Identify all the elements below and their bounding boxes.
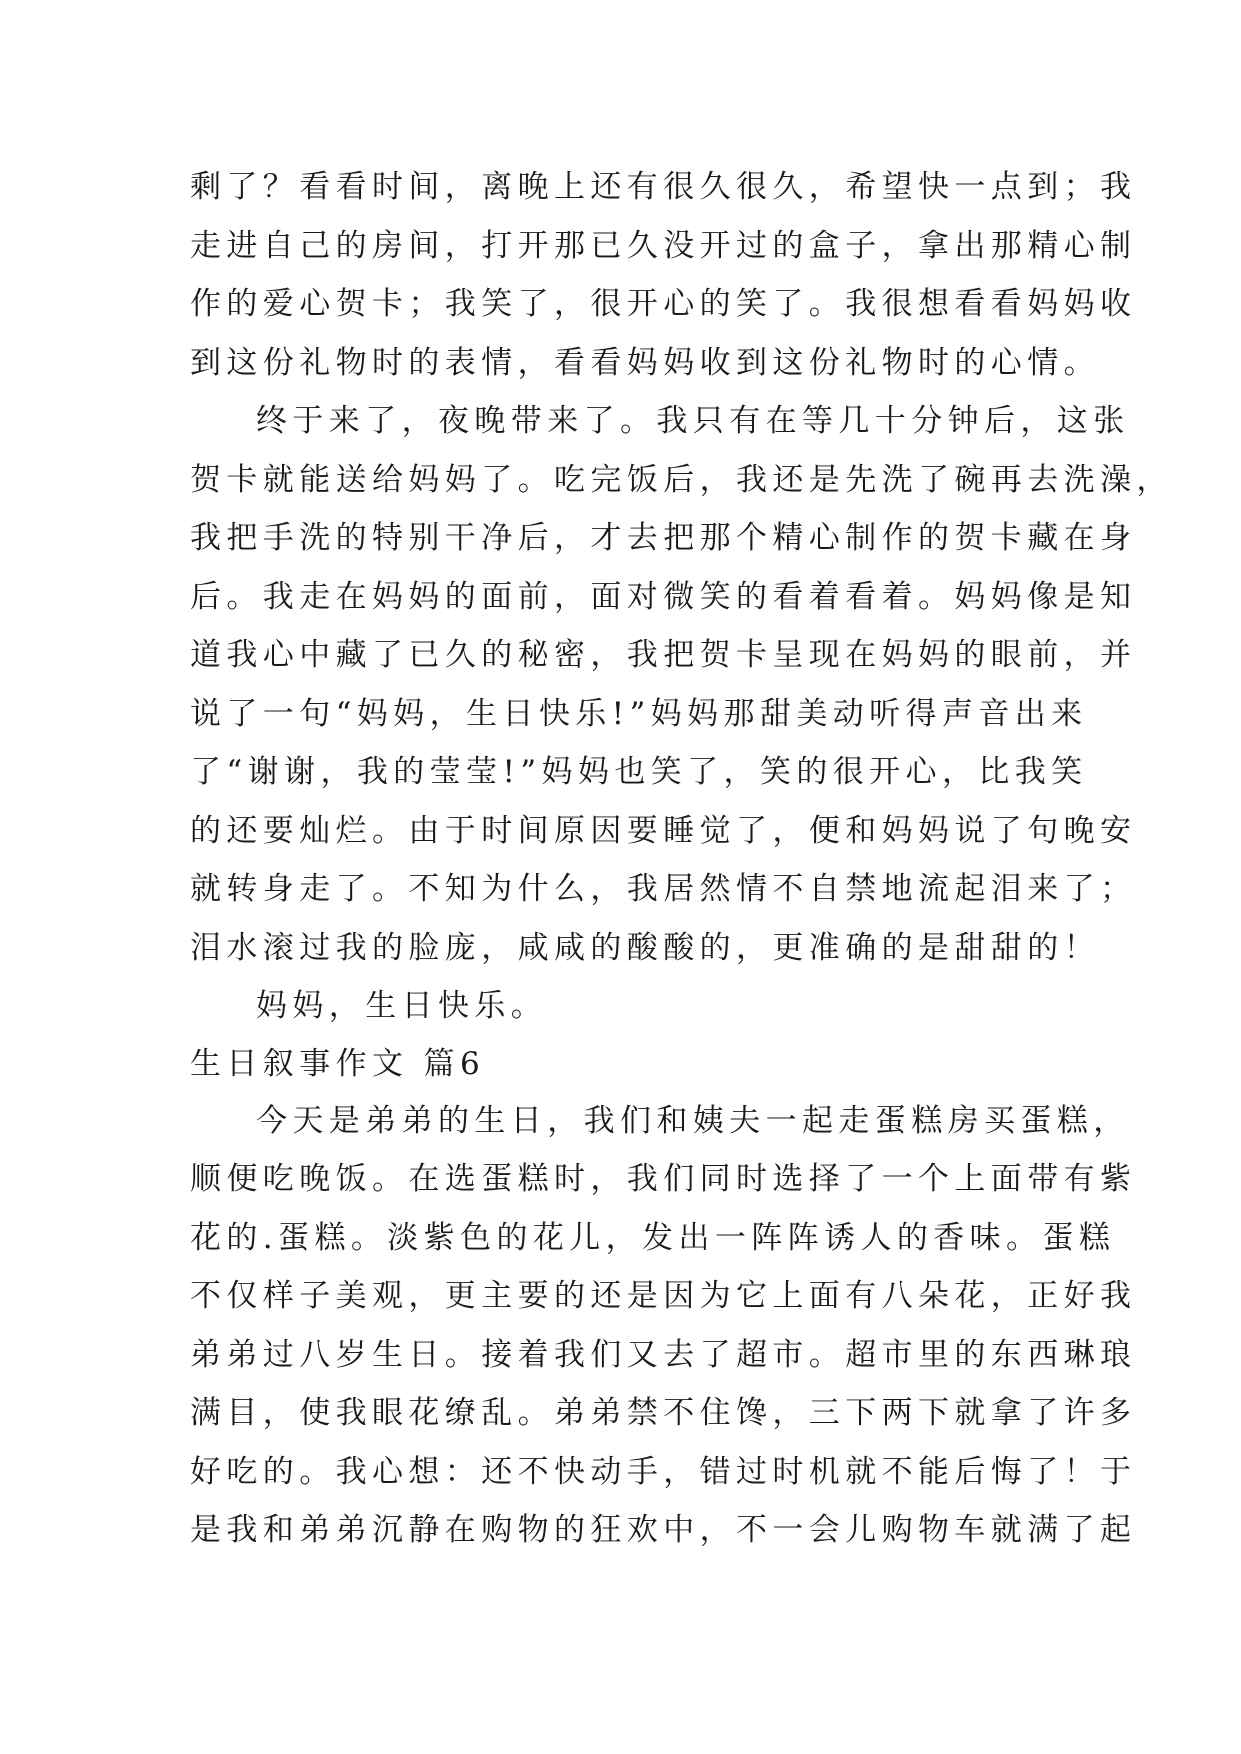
text-line: 剩了？看看时间，离晚上还有很久很久，希望快一点到；我 <box>190 169 1137 205</box>
paragraph-birthday-brother <box>190 1092 1137 1560</box>
text-line: 花的.蛋糕。淡紫色的花儿，发出一阵阵诱人的香味。蛋糕 <box>190 1219 1116 1256</box>
paragraph-closing <box>190 977 1070 1036</box>
text-line: 顺便吃晚饭。在选蛋糕时，我们同时选择了一个上面带有紫 <box>190 1161 1137 1197</box>
text-line: 妈妈，生日快乐。 <box>256 988 548 1024</box>
section-heading: 生日叙事作文 篇6 <box>190 1045 486 1082</box>
text-line: 了“谢谢，我的莹莹!”妈妈也笑了，笑的很开心，比我笑 <box>190 754 1088 790</box>
paragraph-continued <box>190 158 1137 392</box>
document-body <box>190 158 1173 1560</box>
text-line: 是我和弟弟沉静在购物的狂欢中，不一会儿购物车就满了起 <box>190 1512 1137 1548</box>
text-line: 好吃的。我心想：还不快动手，错过时机就不能后悔了！于 <box>190 1453 1137 1490</box>
text-line: 道我心中藏了已久的秘密，我把贺卡呈现在妈妈的眼前，并 <box>190 637 1137 673</box>
text-line: 到这份礼物时的表情，看看妈妈收到这份礼物时的心情。 <box>190 344 1100 381</box>
text-line: 今天是弟弟的生日，我们和姨夫一起走蛋糕房买蛋糕， <box>256 1102 1130 1139</box>
text-line: 的还要灿烂。由于时间原因要睡觉了，便和妈妈说了句晚安 <box>190 812 1137 849</box>
text-line: 弟弟过八岁生日。接着我们又去了超市。超市里的东西琳琅 <box>190 1336 1137 1373</box>
text-line: 我把手洗的特别干净后，才去把那个精心制作的贺卡藏在身 <box>190 520 1137 556</box>
text-line: 后。我走在妈妈的面前，面对微笑的看着看着。妈妈像是知 <box>190 578 1137 615</box>
text-line: 满目，使我眼花缭乱。弟弟禁不住馋，三下两下就拿了许多 <box>190 1395 1137 1431</box>
text-line: 作的爱心贺卡；我笑了，很开心的笑了。我很想看看妈妈收 <box>190 286 1137 322</box>
text-line: 终于来了，夜晚带来了。我只有在等几十分钟后，这张 <box>256 403 1130 439</box>
text-line: 不仅样子美观，更主要的还是因为它上面有八朵花，正好我 <box>190 1278 1137 1314</box>
text-line: 就转身走了。不知为什么，我居然情不自禁地流起泪来了； <box>190 871 1137 907</box>
text-line: 泪水滚过我的脸庞，咸咸的酸酸的，更准确的是甜甜的！ <box>190 929 1100 966</box>
text-line: 走进自己的房间，打开那已久没开过的盒子，拿出那精心制 <box>190 227 1137 264</box>
text-line: 贺卡就能送给妈妈了。吃完饭后，我还是先洗了碗再去洗澡， <box>190 461 1173 498</box>
paragraph-evening <box>190 392 1173 977</box>
text-line: 说了一句“妈妈，生日快乐!”妈妈那甜美动听得声音出来 <box>190 695 1088 732</box>
